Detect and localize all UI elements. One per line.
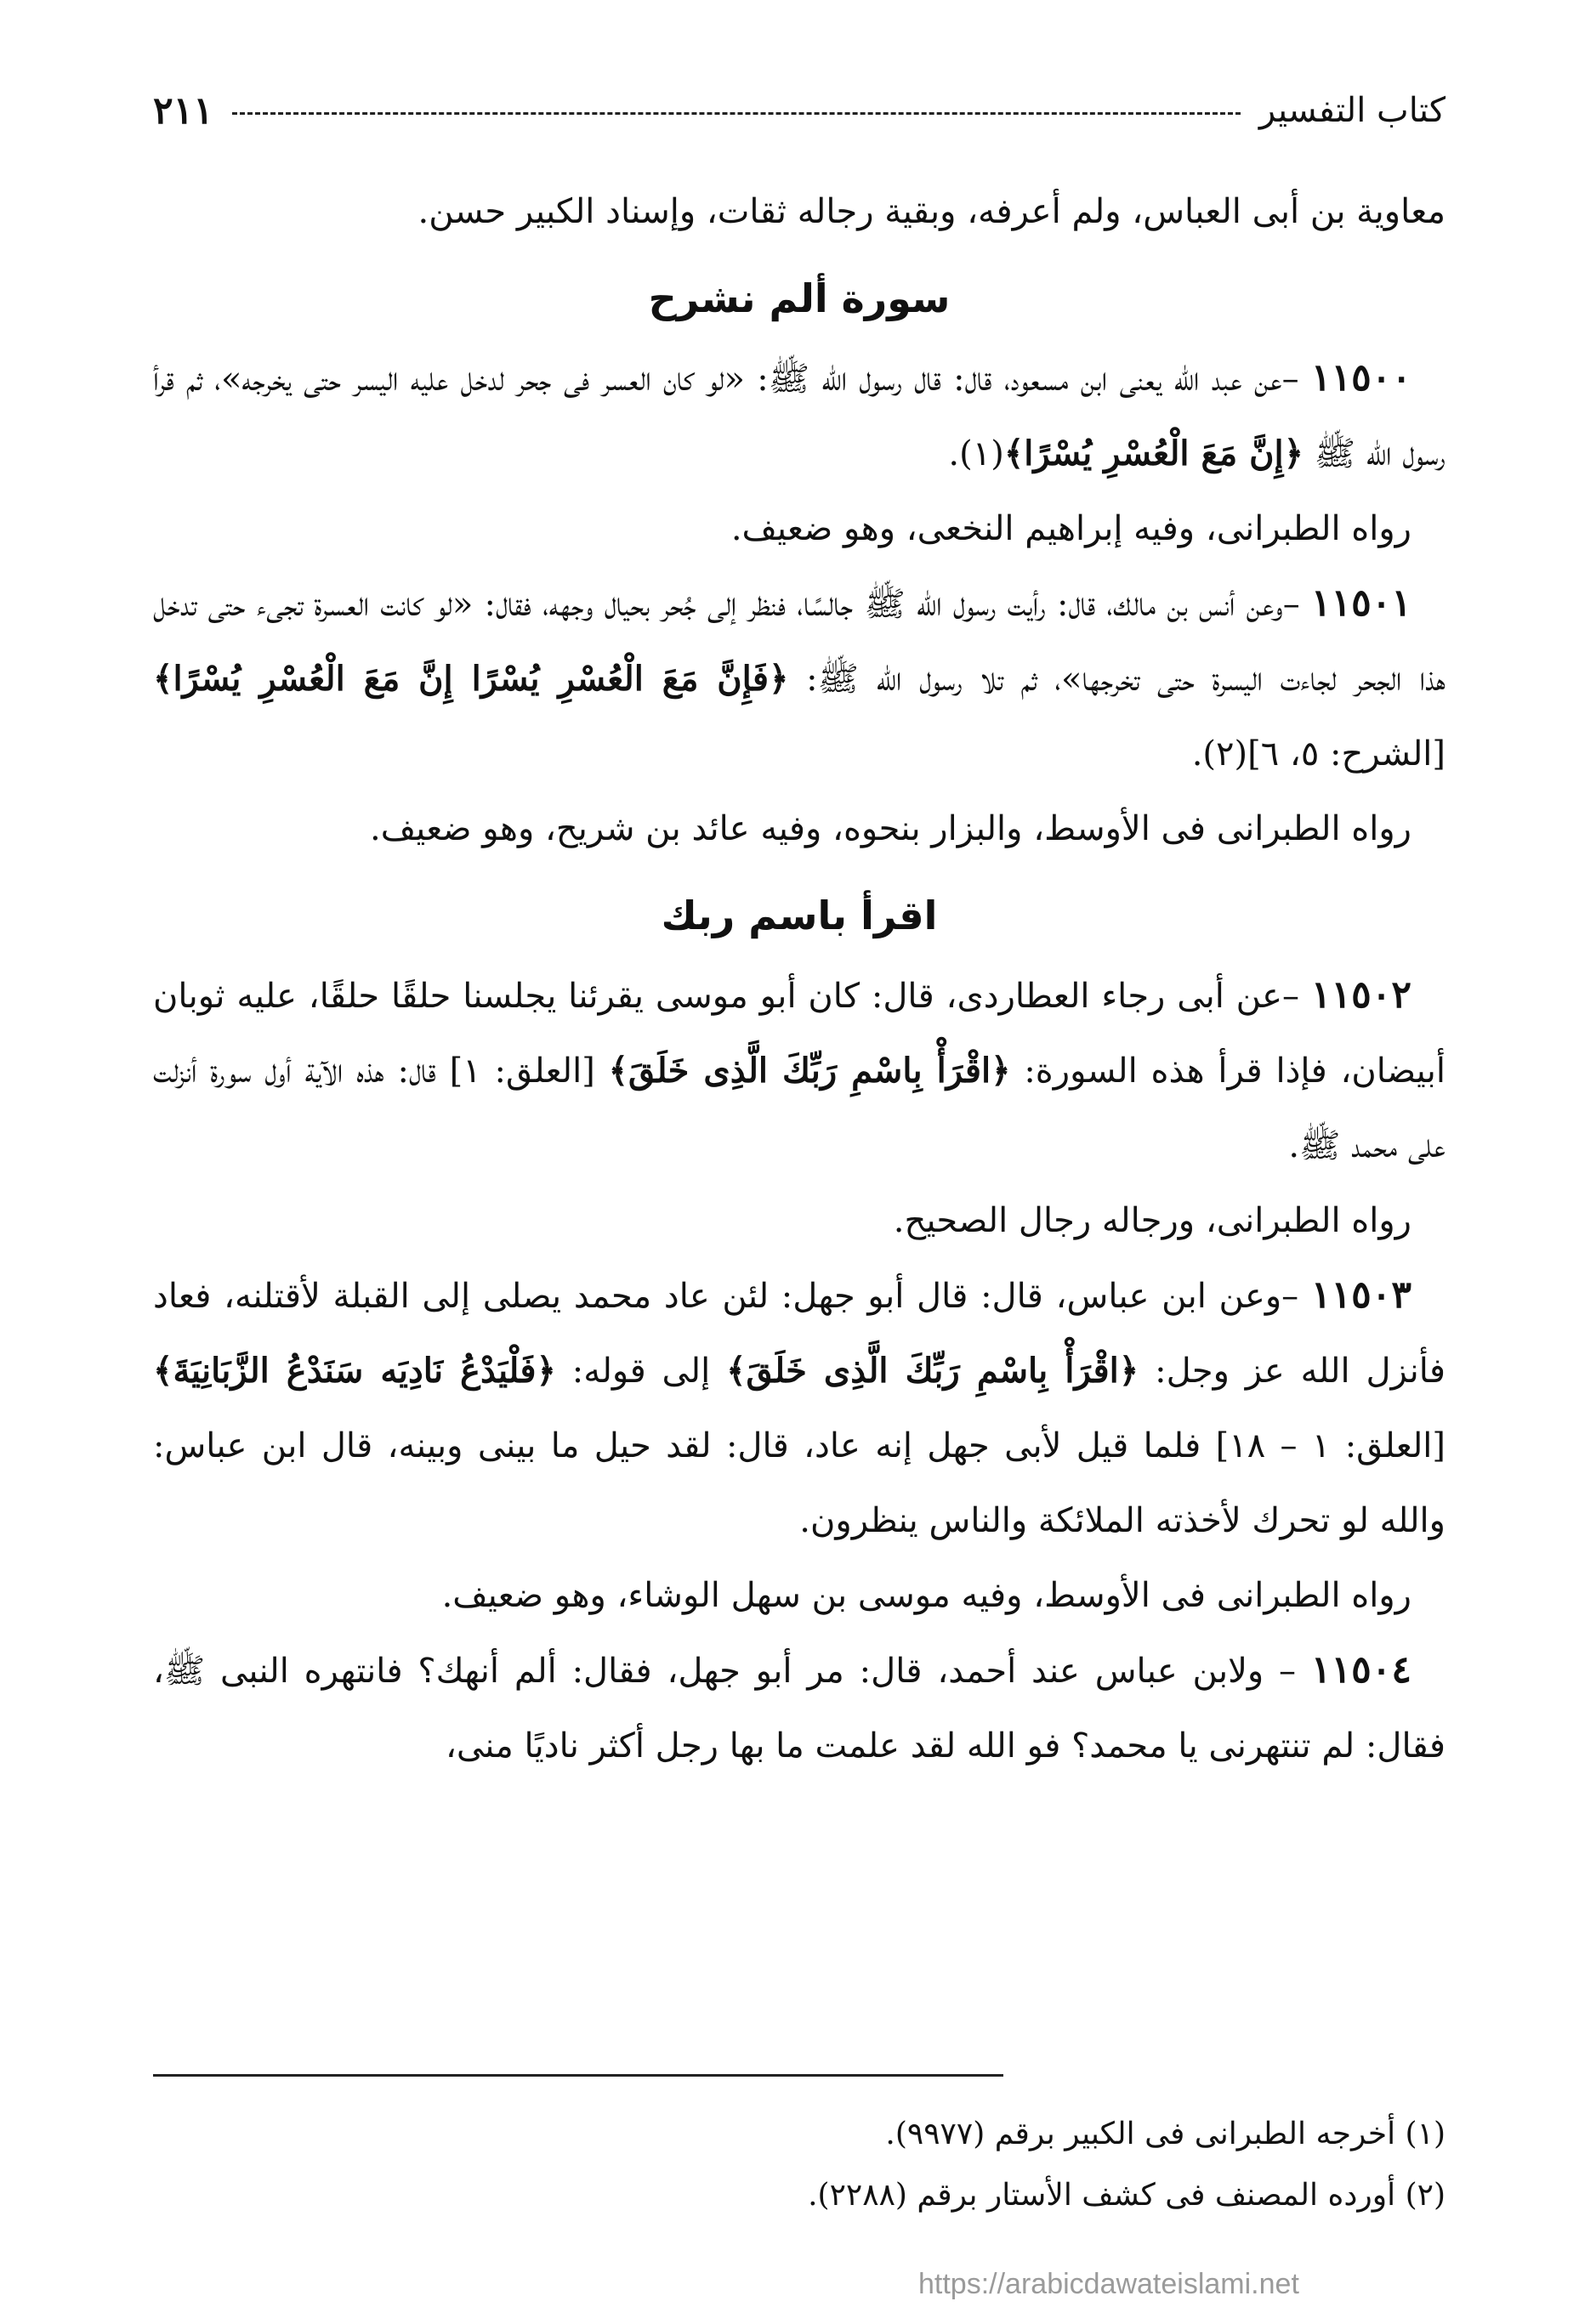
hadith-11502 bbox=[153, 958, 1445, 1183]
quran-verse: ﴿اقْرَأْ بِاسْمِ رَبِّكَ الَّذِى خَلَقَ﴾ bbox=[726, 1351, 1139, 1391]
book-title: كتاب التفسير bbox=[1258, 91, 1445, 130]
verse-reference: [العلق: ١] قال: هذه الآية أول سورة أنزلت على محمد ﷺ. bbox=[153, 1051, 1445, 1165]
header-dashed-rule bbox=[232, 112, 1241, 115]
footnotes bbox=[153, 2104, 1445, 2226]
footnote-2: (٢) أورده المصنف فى كشف الأستار برقم (٢٢٨٨). bbox=[808, 2178, 1445, 2213]
narration-note: رواه الطبرانى، وفيه إبراهيم النخعى، وهو ضعيف. bbox=[730, 509, 1411, 548]
narration-note: رواه الطبرانى، ورجاله رجال الصحيح. bbox=[893, 1201, 1411, 1240]
hadith-number: ١١٥٠١ bbox=[1310, 581, 1411, 625]
quran-verse: ﴿اقْرَأْ بِاسْمِ رَبِّكَ الَّذِى خَلَقَ﴾ bbox=[608, 1051, 1011, 1091]
quran-verse: ﴿فَإِنَّ مَعَ الْعُسْرِ يُسْرًا إِنَّ مَعَ الْعُسْرِ يُسْرًا﴾ bbox=[153, 659, 789, 699]
hadith-text: –عن أبى رجاء العطاردى، قال: كان أبو موسى يقرئنا يجلسنا حلقًا حلقًا، عليه ثوبان أبيضان، فإذا قرأ هذه السورة: bbox=[153, 977, 1445, 1091]
hadith-number: ١١٥٠٣ bbox=[1310, 1273, 1411, 1317]
quran-verse: ﴿إِنَّ مَعَ الْعُسْرِ يُسْرًا﴾ bbox=[1003, 434, 1304, 473]
hadith-number: ١١٥٠٤ bbox=[1310, 1648, 1411, 1692]
section-title-iqra: اقرأ باسم ربك bbox=[661, 893, 938, 938]
page-number: ٢١١ bbox=[153, 88, 213, 133]
hadith-text: –عن عبد الله يعنى ابن مسعود، قال: قال رسول الله ﷺ: «لو كان العسر فى جحر لدخل عليه اليسر حتى يخرجه»، ثم قرأ رسول الله ﷺ bbox=[153, 360, 1445, 473]
hadith-text: –وعن ابن عباس، قال: قال أبو جهل: لئن عاد محمد يصلى إلى القبلة لأقتلنه، فعاد فأنزل الله عز وجل: bbox=[153, 1277, 1446, 1391]
book-page bbox=[153, 81, 1445, 2257]
narration-note: رواه الطبرانى فى الأوسط، وفيه موسى بن سهل الوشاء، وهو ضعيف. bbox=[441, 1576, 1411, 1615]
hadith-text-mid: إلى قوله: bbox=[555, 1352, 727, 1391]
page-content bbox=[153, 174, 1445, 1783]
hadith-number: ١١٥٠٠ bbox=[1310, 356, 1411, 400]
hadith-11500 bbox=[153, 341, 1445, 491]
watermark-url: https://arabicdawateislami.net bbox=[918, 2268, 1299, 2300]
hadith-number: ١١٥٠٢ bbox=[1310, 973, 1411, 1017]
section-title-sharh: سورة ألم نشرح bbox=[648, 275, 951, 321]
footnote-1: (١) أخرجه الطبرانى فى الكبير برقم (٩٩٧٧). bbox=[885, 2117, 1445, 2151]
footnote-ref: (١). bbox=[948, 434, 1004, 473]
intro-paragraph: معاوية بن أبى العباس، ولم أعرفه، وبقية رجاله ثقات، وإسناد الكبير حسن. bbox=[417, 192, 1445, 231]
quran-verse-2: ﴿فَلْيَدْعُ نَادِيَه سَنَدْعُ الزَّبَانِيَةَ﴾ bbox=[153, 1351, 556, 1391]
page-header bbox=[153, 81, 1445, 140]
hadith-text: – ولابن عباس عند أحمد، قال: مر أبو جهل، فقال: ألم أنهك؟ فانتهره النبى ﷺ، فقال: لم تنتهرنى يا محمد؟ فو الله لقد علمت ما بها رجل أكثر ناديًا منى، bbox=[153, 1652, 1445, 1766]
narration-note: رواه الطبرانى فى الأوسط، والبزار بنحوه، وفيه عائد بن شريح، وهو ضعيف. bbox=[370, 809, 1411, 848]
hadith-11504 bbox=[153, 1633, 1445, 1783]
verse-reference: [العلق: ١ – ١٨] فلما قيل لأبى جهل إنه عاد، قال: لقد حيل ما بينى وبينه، قال ابن عباس: والله لو تحرك لأخذته الملائكة والناس ينظرون. bbox=[153, 1426, 1445, 1540]
hadith-11501 bbox=[153, 566, 1445, 791]
hadith-text: –وعن أنس بن مالك، قال: رأيت رسول الله ﷺ جالسًا، فنظر إلى جُحر بحيال وجهه، فقال: «لو كانت العسرة تجىء حتى تدخل هذا الجحر لجاءت اليسرة حتى تخرجها»، ثم تلا رسول الله ﷺ: bbox=[153, 585, 1445, 699]
footnote-separator bbox=[153, 2074, 1003, 2077]
hadith-11503 bbox=[153, 1258, 1445, 1558]
verse-reference: [الشرح: ٥، ٦](٢). bbox=[1191, 734, 1445, 774]
